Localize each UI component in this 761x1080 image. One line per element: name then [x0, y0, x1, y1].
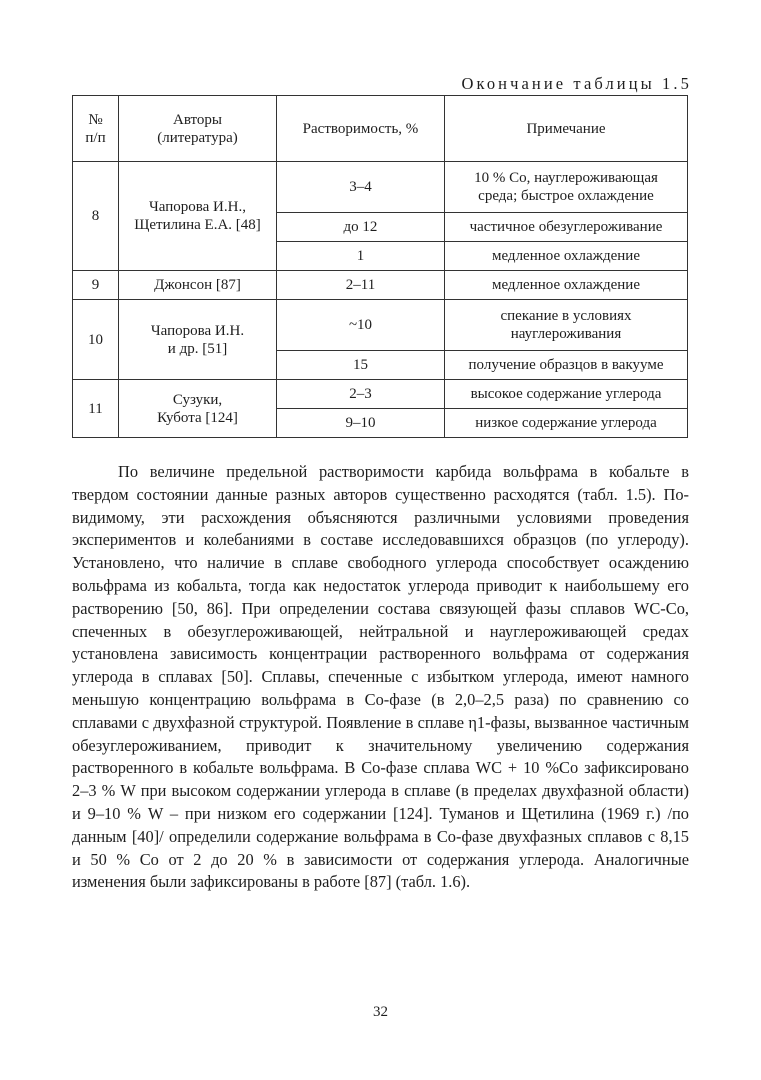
row-solubility: до 12 — [277, 213, 445, 242]
row-note: низкое содержание углерода — [445, 409, 688, 438]
row-authors: Джонсон [87] — [119, 271, 277, 300]
table-caption: Окончание таблицы 1.5 — [461, 74, 692, 93]
row-note: медленное охлаждение — [445, 271, 688, 300]
row-note: высокое содержание углерода — [445, 380, 688, 409]
header-number: № п/п — [73, 96, 119, 162]
row-number: 9 — [73, 271, 119, 300]
row-solubility: ~10 — [277, 300, 445, 351]
table-row — [73, 271, 688, 300]
header-solubility: Растворимость, % — [277, 96, 445, 162]
row-solubility: 15 — [277, 351, 445, 380]
body-paragraph: По величине предельной растворимости карбида вольфрама в кобальте в твердом состоянии данные разных авторов существенно расходятся (табл. 1.5). По-видимому, эти расхождения объясняются различными условиями проведения экспериментов и колебаниями в составе исследовавшихся образцов (по углероду). Установлено, что наличие в сплаве свободного углерода способствует осаждению вольфрама из кобальта, тогда как недостаток углерода приводит к наибольшему его растворению [50, 86]. При определении состава связующей фазы сплавов WC-Co, спеченных в обезуглероживающей, нейтральной и науглероживающей средах установлена зависимость концентрации растворенного вольфрама от содержания углерода в сплавах [50]. Сплавы, спеченные с избытком углерода, имеют намного меньшую концентрацию вольфрама в Со-фазе (в 2,0–2,5 раза) по сравнению со сплавами с двухфазной структурой. Появление в сплаве η1-фазы, вызванное частичным обезуглероживанием, приводит к значительному увеличению содержания растворенного в кобальте вольфрама. В Со-фазе сплава WC + 10 %Со зафиксировано 2–3 % W при высоком содержании углерода в сплаве (в пределах двухфазной области) и 9–10 % W – при низком его содержании [124]. Туманов и Щетилина (1969 г.) /по данным [40]/ определили содержание вольфрама в Со-фазе двухфазных сплавов с 8,15 и 50 % Со от 2 до 20 % в зависимости от содержания углерода. Аналогичные изменения были зафиксированы в работе [87] (табл. 1.6). — [72, 462, 689, 892]
row-note: медленное охлаждение — [445, 242, 688, 271]
row-note: 10 % Со, науглероживающая среда; быстрое охлаждение — [445, 162, 688, 213]
row-authors: Чапорова И.Н. и др. [51] — [119, 300, 277, 380]
table-header-row — [73, 96, 688, 162]
row-solubility: 2–3 — [277, 380, 445, 409]
row-authors: Чапорова И.Н., Щетилина Е.А. [48] — [119, 162, 277, 271]
row-note: частичное обезуглероживание — [445, 213, 688, 242]
row-note: спекание в условиях науглероживания — [445, 300, 688, 351]
table-row — [73, 162, 688, 213]
row-number: 11 — [73, 380, 119, 438]
row-solubility: 2–11 — [277, 271, 445, 300]
table-row — [73, 300, 688, 351]
row-solubility: 9–10 — [277, 409, 445, 438]
row-number: 10 — [73, 300, 119, 380]
page-number: 32 — [373, 1004, 388, 1020]
row-solubility: 3–4 — [277, 162, 445, 213]
header-authors: Авторы (литература) — [119, 96, 277, 162]
header-note: Примечание — [445, 96, 688, 162]
row-solubility: 1 — [277, 242, 445, 271]
solubility-table — [72, 95, 688, 438]
row-authors: Сузуки, Кубота [124] — [119, 380, 277, 438]
table-row — [73, 380, 688, 409]
row-number: 8 — [73, 162, 119, 271]
row-note: получение образцов в вакууме — [445, 351, 688, 380]
